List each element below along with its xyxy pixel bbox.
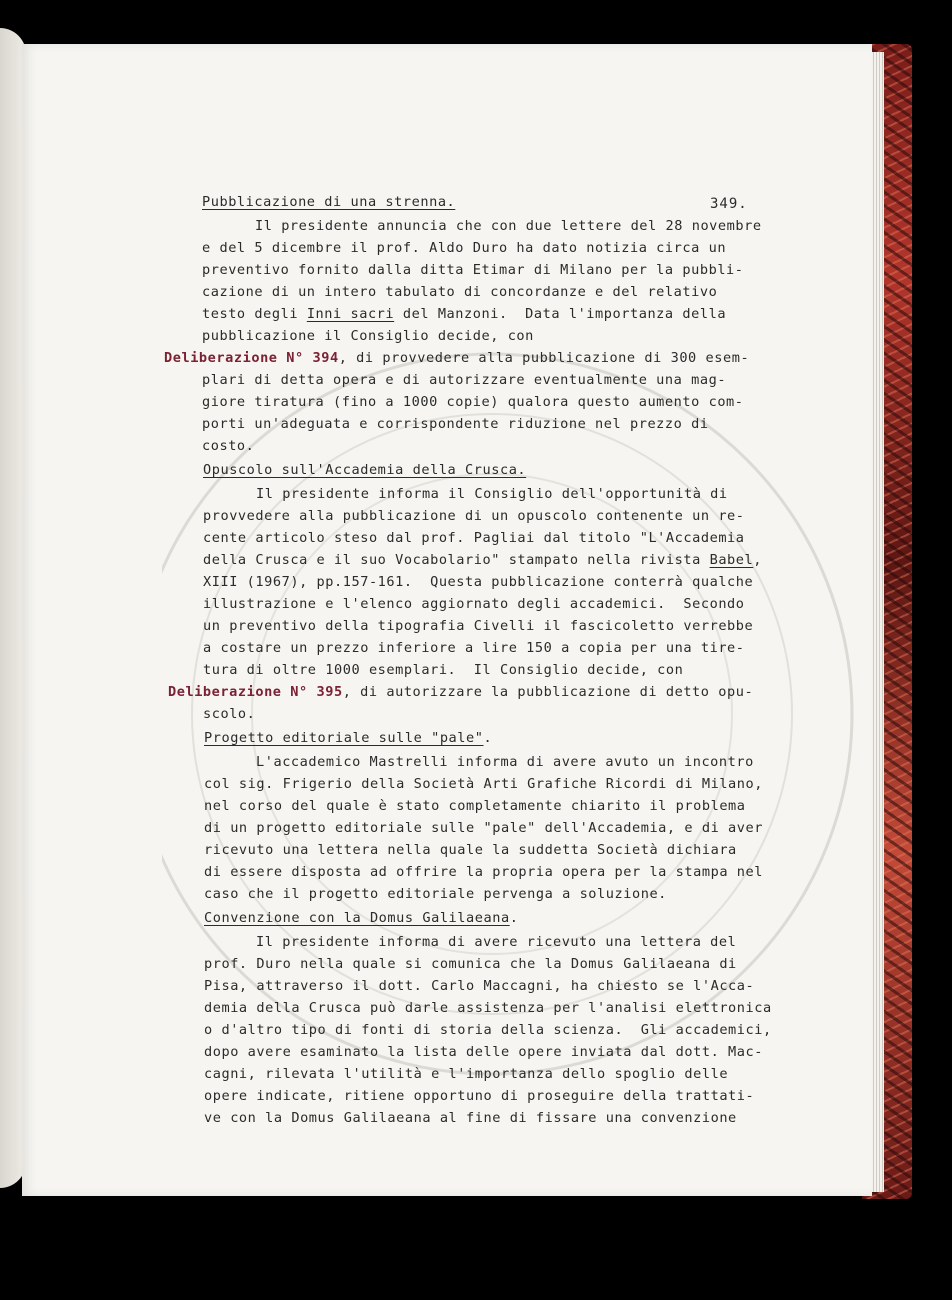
deliberation-label: Deliberazione N° 394 bbox=[164, 350, 339, 366]
text-line: e del 5 dicembre il prof. Aldo Duro ha dato notizia circa un bbox=[202, 240, 727, 256]
text-line: tura di oltre 1000 esemplari. Il Consiglio decide, con bbox=[203, 662, 684, 678]
text-line: nel corso del quale è stato completamente chiarito il problema bbox=[204, 798, 746, 814]
text-line: cente articolo steso dal prof. Pagliai dal titolo "L'Accademia bbox=[203, 530, 745, 546]
text-line: col sig. Frigerio della Società Arti Grafiche Ricordi di Milano, bbox=[204, 776, 763, 792]
text-fragment: , di autorizzare la pubblicazione di detto opu- bbox=[342, 684, 754, 700]
text-line: Pisa, attraverso il dott. Carlo Maccagni, ha chiesto se l'Acca- bbox=[204, 978, 755, 994]
section-heading bbox=[204, 730, 492, 746]
text-line: dopo avere esaminato la lista delle opere inviata dal dott. Mac- bbox=[204, 1044, 763, 1060]
text-line: pubblicazione il Consiglio decide, con bbox=[202, 328, 534, 344]
text-line: cagni, rilevata l'utilità e l'importanza dello spoglio delle bbox=[204, 1066, 729, 1082]
text-line: caso che il progetto editoriale pervenga a soluzione. bbox=[204, 886, 667, 902]
text-fragment: del Manzoni. Data l'importanza della bbox=[394, 306, 727, 322]
text-line: a costare un prezzo inferiore a lire 150 a copia per una tire- bbox=[203, 640, 745, 656]
text-line: opere indicate, ritiene opportuno di proseguire della trattati- bbox=[204, 1088, 755, 1104]
section-heading: Opuscolo sull'Accademia della Crusca. bbox=[203, 462, 527, 478]
text-line: Il presidente annuncia che con due lettere del 28 novembre bbox=[255, 218, 762, 234]
section-heading bbox=[204, 910, 518, 926]
text-line: preventivo fornito dalla ditta Etimar di Milano per la pubbli- bbox=[202, 262, 744, 278]
text-line: ve con la Domus Galilaeana al fine di fissare una convenzione bbox=[204, 1110, 737, 1126]
underlined-title: Babel bbox=[709, 552, 754, 568]
text-line: di un progetto editoriale sulle "pale" dell'Accademia, e di aver bbox=[204, 820, 763, 836]
section-heading: Pubblicazione di una strenna. bbox=[202, 194, 456, 210]
page-number: 349. bbox=[710, 196, 748, 212]
text-line bbox=[202, 306, 726, 322]
text-line: prof. Duro nella quale si comunica che la Domus Galilaeana di bbox=[204, 956, 737, 972]
text-line: costo. bbox=[202, 438, 255, 454]
text-line bbox=[164, 350, 749, 366]
underlined-title: Inni sacri bbox=[306, 306, 395, 322]
deliberation-label: Deliberazione N° 395 bbox=[168, 684, 343, 700]
text-fragment: della Crusca e il suo Vocabolario" stampato nella rivista bbox=[203, 552, 710, 568]
text-line: L'accademico Mastrelli informa di avere avuto un incontro bbox=[256, 754, 754, 770]
heading-text: Progetto editoriale sulle "pale" bbox=[204, 730, 484, 746]
heading-punctuation: . bbox=[509, 910, 519, 926]
text-line: plari di detta opera e di autorizzare eventualmente una mag- bbox=[202, 372, 727, 388]
text-line: porti un'adeguata e corrispondente riduzione nel prezzo di bbox=[202, 416, 709, 432]
text-line: demia della Crusca può darle assistenza per l'analisi elettronica bbox=[204, 1000, 772, 1016]
text-fragment: , bbox=[753, 552, 762, 568]
heading-text: Convenzione con la Domus Galilaeana bbox=[204, 910, 510, 926]
text-line: Il presidente informa di avere ricevuto una lettera del bbox=[256, 934, 737, 950]
text-line: provvedere alla pubblicazione di un opuscolo contenente un re- bbox=[203, 508, 745, 524]
text-line: illustrazione e l'elenco aggiornato degli accademici. Secondo bbox=[203, 596, 745, 612]
text-line: Il presidente informa il Consiglio dell'opportunità di bbox=[256, 486, 728, 502]
text-line: cazione di un intero tabulato di concordanze e del relativo bbox=[202, 284, 718, 300]
text-line: un preventivo della tipografia Civelli il fascicoletto verrebbe bbox=[203, 618, 754, 634]
text-line bbox=[203, 552, 762, 568]
text-line: di essere disposta ad offrire la propria opera per la stampa nel bbox=[204, 864, 763, 880]
heading-punctuation: . bbox=[483, 730, 493, 746]
document-page bbox=[22, 44, 872, 1196]
text-fragment: testo degli bbox=[202, 306, 307, 322]
text-line: giore tiratura (fino a 1000 copie) qualora questo aumento com- bbox=[202, 394, 744, 410]
text-line: ricevuto una lettera nella quale la suddetta Società dichiara bbox=[204, 842, 737, 858]
text-line: scolo. bbox=[203, 706, 256, 722]
text-line: o d'altro tipo di fonti di storia della scienza. Gli accademici, bbox=[204, 1022, 772, 1038]
text-line bbox=[168, 684, 753, 700]
text-line: XIII (1967), pp.157-161. Questa pubblicazione conterrà qualche bbox=[203, 574, 754, 590]
text-fragment: , di provvedere alla pubblicazione di 300 esem- bbox=[338, 350, 750, 366]
